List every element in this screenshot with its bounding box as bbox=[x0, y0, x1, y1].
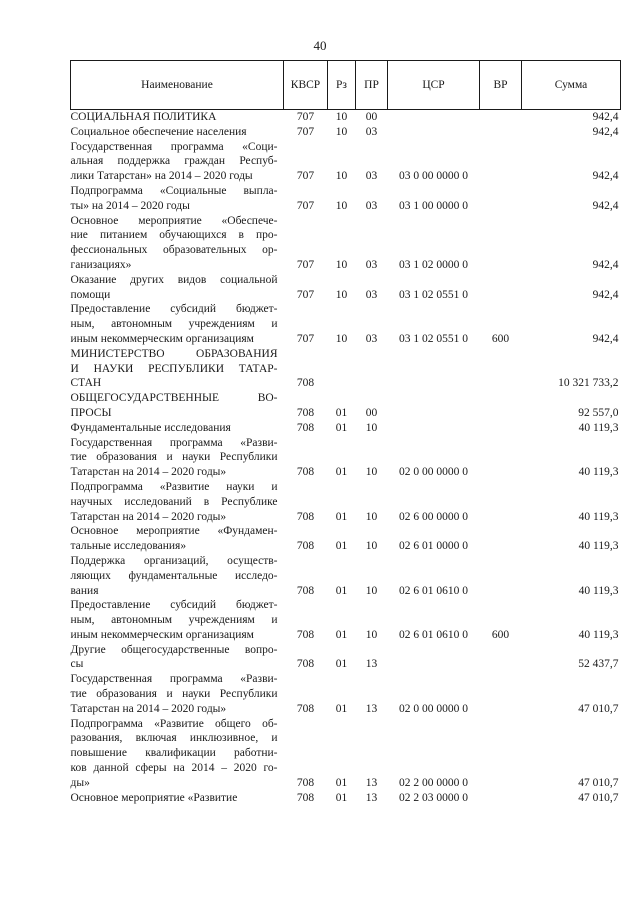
row-kvsr: 708 bbox=[296, 776, 315, 789]
row-csr: 03 1 00 0000 0 bbox=[399, 199, 468, 212]
column-header-name: Наименование bbox=[71, 61, 284, 110]
row-name-line: МИНИСТЕРСТВО ОБРАЗОВАНИЯ bbox=[70, 347, 278, 360]
row-name-line: Основное мероприятие «Обеспече- bbox=[70, 214, 278, 227]
row-pr: 13 bbox=[365, 776, 378, 789]
row-pr: 03 bbox=[365, 199, 378, 212]
row-kvsr: 708 bbox=[296, 466, 315, 479]
row-pr: 13 bbox=[365, 702, 378, 715]
table-row bbox=[71, 672, 621, 716]
row-vr bbox=[480, 436, 522, 480]
table-row bbox=[71, 391, 621, 421]
row-name-line: ды» bbox=[70, 776, 90, 789]
row-name-line: Фундаментальные исследования bbox=[70, 421, 231, 434]
row-name-line: Подпрограмма «Развитие науки и bbox=[70, 480, 278, 493]
row-name-line: разования, включая инклюзивное, и bbox=[70, 732, 278, 745]
row-name-line: Социальное обеспечение населения bbox=[70, 125, 247, 138]
row-rz: 01 bbox=[335, 702, 348, 715]
row-name bbox=[71, 480, 284, 524]
row-name-line: тие образования и науки Республики bbox=[70, 451, 278, 464]
row-rz: 01 bbox=[335, 776, 348, 789]
row-name bbox=[71, 391, 284, 421]
row-vr: 600 bbox=[491, 628, 510, 641]
row-pr: 10 bbox=[365, 421, 378, 434]
row-kvsr: 708 bbox=[296, 377, 315, 390]
row-name-line: Основное мероприятие «Развитие bbox=[70, 791, 238, 804]
row-name-line: Подпрограмма «Социальные выпла- bbox=[70, 184, 278, 197]
row-rz bbox=[328, 347, 356, 391]
table-row bbox=[71, 598, 621, 642]
row-rz: 10 bbox=[328, 110, 356, 125]
row-sum: 52 437,7 bbox=[578, 658, 619, 671]
row-name-line: фессиональных образовательных ор- bbox=[70, 244, 278, 257]
page-number: 40 bbox=[313, 38, 327, 53]
row-rz: 01 bbox=[335, 466, 348, 479]
row-name-line: иным некоммерческим организациям bbox=[70, 332, 254, 345]
table-row bbox=[71, 347, 621, 391]
row-name-line: ОБЩЕГОСУДАРСТВЕННЫЕ ВО- bbox=[70, 392, 278, 405]
row-vr bbox=[480, 480, 522, 524]
row-vr bbox=[480, 524, 522, 554]
row-vr bbox=[480, 184, 522, 214]
row-csr: 03 0 00 0000 0 bbox=[399, 170, 468, 183]
row-name bbox=[71, 302, 284, 346]
row-name-line: альная поддержка граждан Респуб- bbox=[70, 155, 278, 168]
row-vr: 600 bbox=[491, 332, 510, 345]
row-name-line: ным, автономным учреждениям и bbox=[70, 318, 278, 331]
table-row bbox=[71, 480, 621, 524]
row-sum: 10 321 733,2 bbox=[558, 377, 619, 390]
row-name bbox=[71, 140, 284, 184]
row-name bbox=[71, 184, 284, 214]
row-name-line: тальные исследования» bbox=[70, 540, 187, 553]
row-csr: 03 1 02 0551 0 bbox=[399, 288, 468, 301]
row-rz: 01 bbox=[335, 658, 348, 671]
row-sum: 40 119,3 bbox=[578, 421, 619, 434]
table-row bbox=[71, 524, 621, 554]
row-name bbox=[71, 436, 284, 480]
row-rz: 10 bbox=[335, 125, 348, 138]
row-name-line: И НАУКИ РЕСПУБЛИКИ ТАТАР- bbox=[70, 362, 278, 375]
row-csr: 02 0 00 0000 0 bbox=[399, 466, 468, 479]
row-name-line: Оказание других видов социальной bbox=[70, 273, 278, 286]
row-name-line: Татарстан на 2014 – 2020 годы» bbox=[70, 510, 227, 523]
row-sum: 942,4 bbox=[522, 110, 621, 125]
row-vr bbox=[480, 110, 522, 125]
row-name-line: ным, автономным учреждениям и bbox=[70, 614, 278, 627]
row-vr bbox=[480, 391, 522, 421]
row-sum: 40 119,3 bbox=[578, 584, 619, 597]
row-name bbox=[71, 554, 284, 598]
row-pr: 10 bbox=[365, 466, 378, 479]
row-name bbox=[71, 598, 284, 642]
row-csr: 02 6 01 0610 0 bbox=[399, 584, 468, 597]
row-kvsr: 708 bbox=[296, 628, 315, 641]
row-name bbox=[71, 672, 284, 716]
row-rz: 01 bbox=[335, 628, 348, 641]
row-pr bbox=[356, 347, 388, 391]
row-vr bbox=[480, 791, 522, 806]
row-pr: 03 bbox=[365, 125, 378, 138]
row-name-line: Другие общегосударственные вопро- bbox=[70, 643, 278, 656]
row-name-line: повышение квалификации работни- bbox=[70, 747, 278, 760]
row-rz: 10 bbox=[335, 288, 348, 301]
row-kvsr: 708 bbox=[296, 702, 315, 715]
row-csr bbox=[388, 110, 480, 125]
row-sum: 942,4 bbox=[592, 258, 619, 271]
row-rz: 01 bbox=[335, 791, 348, 804]
row-kvsr: 707 bbox=[296, 125, 315, 138]
row-csr bbox=[388, 421, 480, 436]
table-header bbox=[71, 61, 621, 110]
row-name-line: Предоставление субсидий бюджет- bbox=[70, 599, 278, 612]
row-pr: 03 bbox=[365, 288, 378, 301]
row-name-line: Татарстан на 2014 – 2020 годы» bbox=[70, 466, 227, 479]
row-pr: 00 bbox=[356, 110, 388, 125]
row-pr: 00 bbox=[365, 406, 378, 419]
row-name-line: помощи bbox=[70, 288, 111, 301]
row-csr: 02 2 03 0000 0 bbox=[399, 791, 468, 804]
row-name bbox=[71, 524, 284, 554]
row-sum: 92 557,0 bbox=[578, 406, 619, 419]
column-header-vr: ВР bbox=[480, 61, 522, 110]
table-row bbox=[71, 436, 621, 480]
table-row bbox=[71, 791, 621, 806]
row-kvsr: 707 bbox=[296, 288, 315, 301]
row-pr: 03 bbox=[365, 332, 378, 345]
row-name-line: ляющих фундаментальные исследо- bbox=[70, 569, 278, 582]
row-rz: 10 bbox=[335, 332, 348, 345]
row-name-line: ты» на 2014 – 2020 годы bbox=[70, 199, 190, 212]
row-sum: 40 119,3 bbox=[578, 628, 619, 641]
row-vr bbox=[480, 421, 522, 436]
row-name bbox=[71, 643, 284, 673]
row-rz: 01 bbox=[335, 406, 348, 419]
column-header-kvsr: КВСР bbox=[284, 61, 328, 110]
row-csr bbox=[388, 391, 480, 421]
row-name-line: Государственная программа «Разви- bbox=[70, 436, 278, 449]
row-name-line: иным некоммерческим организациям bbox=[70, 628, 254, 641]
row-name-line: сы bbox=[70, 658, 84, 671]
row-csr: 02 6 00 0000 0 bbox=[399, 510, 468, 523]
row-name bbox=[71, 791, 284, 806]
row-vr bbox=[480, 347, 522, 391]
row-sum: 47 010,7 bbox=[578, 791, 619, 804]
row-pr: 10 bbox=[365, 510, 378, 523]
row-name-line: Основное мероприятие «Фундамен- bbox=[70, 525, 278, 538]
row-sum: 942,4 bbox=[592, 199, 619, 212]
row-vr bbox=[480, 273, 522, 303]
row-sum: 942,4 bbox=[592, 170, 619, 183]
row-pr: 03 bbox=[365, 258, 378, 271]
table-row bbox=[71, 421, 621, 436]
table-row bbox=[71, 125, 621, 140]
row-csr: 03 1 02 0000 0 bbox=[399, 258, 468, 271]
row-sum: 942,4 bbox=[592, 332, 619, 345]
row-kvsr: 708 bbox=[296, 406, 315, 419]
row-pr: 13 bbox=[365, 791, 378, 804]
row-rz: 01 bbox=[335, 540, 348, 553]
row-name-line: ков данной сферы на 2014 – 2020 го- bbox=[70, 762, 278, 775]
row-vr bbox=[480, 717, 522, 791]
row-sum: 942,4 bbox=[592, 125, 619, 138]
row-name-line: Татарстан на 2014 – 2020 годы» bbox=[70, 702, 227, 715]
row-name-line: ганизациях» bbox=[70, 258, 132, 271]
row-name-line: вания bbox=[70, 584, 99, 597]
row-name-line: научных исследований в Республике bbox=[70, 495, 278, 508]
row-kvsr: 708 bbox=[296, 421, 315, 434]
row-csr bbox=[388, 347, 480, 391]
row-pr: 03 bbox=[365, 170, 378, 183]
row-name-line: Государственная программа «Соци- bbox=[70, 140, 278, 153]
row-kvsr: 708 bbox=[296, 540, 315, 553]
table-row bbox=[71, 184, 621, 214]
row-csr: 02 6 01 0610 0 bbox=[399, 628, 468, 641]
table-row bbox=[71, 110, 621, 125]
row-name bbox=[71, 125, 284, 140]
table-row bbox=[71, 554, 621, 598]
table-body bbox=[71, 110, 621, 806]
budget-table bbox=[70, 60, 620, 805]
row-kvsr: 708 bbox=[296, 510, 315, 523]
table-row bbox=[71, 214, 621, 273]
row-name bbox=[71, 347, 284, 391]
row-sum: 47 010,7 bbox=[578, 702, 619, 715]
row-name-line: Предоставление субсидий бюджет- bbox=[70, 303, 278, 316]
table-row bbox=[71, 643, 621, 673]
row-csr: 02 0 00 0000 0 bbox=[399, 702, 468, 715]
row-kvsr: 707 bbox=[296, 332, 315, 345]
row-sum: 40 119,3 bbox=[578, 540, 619, 553]
row-rz: 10 bbox=[335, 199, 348, 212]
row-name bbox=[71, 214, 284, 273]
row-name-line: Подпрограмма «Развитие общего об- bbox=[70, 717, 278, 730]
row-kvsr: 708 bbox=[296, 584, 315, 597]
column-header-rz: Рз bbox=[328, 61, 356, 110]
row-sum: 942,4 bbox=[592, 288, 619, 301]
row-rz: 10 bbox=[335, 170, 348, 183]
row-name-line: Государственная программа «Разви- bbox=[70, 673, 278, 686]
row-rz: 01 bbox=[335, 584, 348, 597]
row-name bbox=[71, 273, 284, 303]
column-header-pr: ПР bbox=[356, 61, 388, 110]
row-vr bbox=[480, 125, 522, 140]
row-sum: 40 119,3 bbox=[578, 510, 619, 523]
table-row bbox=[71, 273, 621, 303]
row-csr: 03 1 02 0551 0 bbox=[399, 332, 468, 345]
row-rz: 01 bbox=[335, 421, 348, 434]
row-vr bbox=[480, 554, 522, 598]
row-rz: 01 bbox=[335, 510, 348, 523]
row-name bbox=[71, 421, 284, 436]
row-name bbox=[71, 110, 284, 125]
table-row bbox=[71, 140, 621, 184]
row-name-line: ние питанием обучающихся в про- bbox=[70, 229, 278, 242]
row-csr bbox=[388, 125, 480, 140]
row-pr: 10 bbox=[365, 584, 378, 597]
row-csr: 02 2 00 0000 0 bbox=[399, 776, 468, 789]
table-row bbox=[71, 717, 621, 791]
row-pr: 13 bbox=[365, 658, 378, 671]
row-rz: 10 bbox=[335, 258, 348, 271]
row-kvsr: 707 bbox=[296, 258, 315, 271]
row-kvsr: 708 bbox=[296, 791, 315, 804]
row-name-line: СОЦИАЛЬНАЯ ПОЛИТИКА bbox=[70, 111, 217, 123]
row-name-line: СТАН bbox=[70, 377, 102, 390]
row-csr bbox=[388, 643, 480, 673]
row-name-line: ПРОСЫ bbox=[70, 406, 112, 419]
table-row bbox=[71, 302, 621, 346]
row-vr bbox=[480, 643, 522, 673]
row-kvsr: 707 bbox=[296, 199, 315, 212]
column-header-sum: Сумма bbox=[522, 61, 621, 110]
row-kvsr: 707 bbox=[284, 110, 328, 125]
row-vr bbox=[480, 672, 522, 716]
row-csr: 02 6 01 0000 0 bbox=[399, 540, 468, 553]
row-name-line: Поддержка организаций, осуществ- bbox=[70, 554, 278, 567]
row-kvsr: 708 bbox=[296, 658, 315, 671]
row-name-line: тие образования и науки Республики bbox=[70, 688, 278, 701]
row-vr bbox=[480, 140, 522, 184]
row-pr: 10 bbox=[365, 628, 378, 641]
row-pr: 10 bbox=[365, 540, 378, 553]
row-sum: 47 010,7 bbox=[578, 776, 619, 789]
row-name bbox=[71, 717, 284, 791]
row-sum: 40 119,3 bbox=[578, 466, 619, 479]
row-vr bbox=[480, 214, 522, 273]
row-kvsr: 707 bbox=[296, 170, 315, 183]
column-header-csr: ЦСР bbox=[388, 61, 480, 110]
row-name-line: лики Татарстан» на 2014 – 2020 годы bbox=[70, 170, 253, 183]
